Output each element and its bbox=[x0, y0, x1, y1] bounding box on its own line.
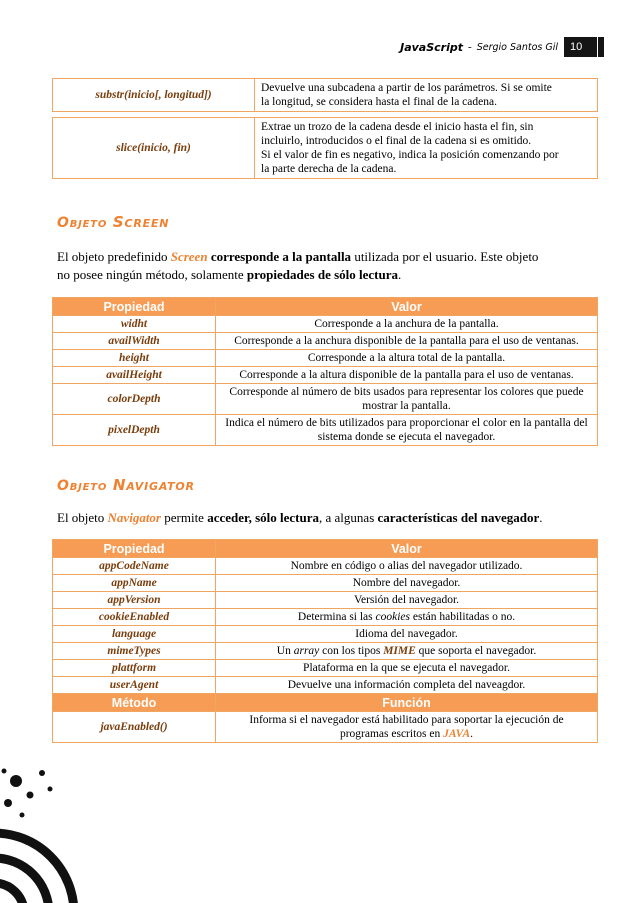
text: programas escritos en bbox=[339, 728, 444, 740]
property-name: cookieEnabled bbox=[53, 609, 216, 626]
text: con los tipos bbox=[319, 645, 384, 657]
method-name: javaEnabled() bbox=[53, 712, 216, 743]
bold-text: acceder, sólo lectura bbox=[207, 510, 320, 525]
emphasis: cookies bbox=[375, 611, 410, 623]
property-value bbox=[216, 643, 598, 660]
property-name: widht bbox=[53, 316, 216, 333]
page-number-text: 10 bbox=[570, 41, 583, 53]
table-row bbox=[53, 592, 598, 609]
property-value: Indica el número de bits utilizados para proporcionar el color en la pantalla del sistema donde se ejecuta el navegador. bbox=[216, 415, 598, 446]
author-name: Sergio Santos Gil bbox=[476, 41, 558, 53]
property-name: appVersion bbox=[53, 592, 216, 609]
property-value bbox=[216, 609, 598, 626]
screen-paragraph bbox=[57, 248, 597, 284]
table-header-row bbox=[53, 540, 598, 558]
text: . bbox=[470, 728, 474, 740]
table-row bbox=[53, 643, 598, 660]
bold-text: características del navegador bbox=[377, 510, 540, 525]
string-methods-table bbox=[52, 78, 598, 179]
bold-text: corresponde a la pantalla bbox=[207, 249, 352, 264]
object-name: Screen bbox=[170, 249, 208, 264]
method-description bbox=[216, 712, 598, 743]
desc-line: Extrae un trozo de la cadena desde el inicio hasta el fin, sin bbox=[261, 121, 534, 133]
heading-word: Objeto bbox=[57, 478, 108, 494]
table-header-row bbox=[53, 298, 598, 316]
property-value: Corresponde a la altura total de la pantalla. bbox=[216, 350, 598, 367]
table-row bbox=[53, 333, 598, 350]
method-name: slice(inicio, fin) bbox=[53, 118, 255, 179]
table-row bbox=[53, 384, 598, 415]
emphasis: array bbox=[293, 645, 320, 657]
navigator-properties-table bbox=[52, 539, 598, 743]
text: Informa si el navegador está habilitado para soportar la ejecución de bbox=[249, 714, 564, 726]
table-row bbox=[53, 350, 598, 367]
text: , a algunas bbox=[319, 510, 378, 525]
emphasis: JAVA bbox=[443, 728, 471, 740]
screen-heading bbox=[57, 213, 169, 231]
col-header-property: Propiedad bbox=[53, 298, 216, 316]
navigator-heading bbox=[57, 476, 195, 494]
property-name: userAgent bbox=[53, 677, 216, 694]
property-name: availWidth bbox=[53, 333, 216, 350]
decorative-rings-graphic bbox=[0, 763, 100, 903]
property-value: Corresponde a la anchura de la pantalla. bbox=[216, 316, 598, 333]
property-name: pixelDepth bbox=[53, 415, 216, 446]
object-name: Navigator bbox=[107, 510, 161, 525]
desc-line: la parte derecha de la cadena. bbox=[261, 163, 397, 175]
text: están habilitadas o no. bbox=[410, 611, 516, 623]
table-row bbox=[53, 609, 598, 626]
table-row bbox=[53, 367, 598, 384]
text: que soporta el navegador. bbox=[415, 645, 537, 657]
table-row bbox=[53, 575, 598, 592]
page-header bbox=[400, 36, 604, 58]
property-value: Idioma del navegador. bbox=[216, 626, 598, 643]
text: permite bbox=[161, 510, 208, 525]
property-value: Nombre del navegador. bbox=[216, 575, 598, 592]
page-number bbox=[564, 37, 604, 57]
text: . bbox=[539, 510, 543, 525]
method-name: substr(inicio[, longitud]) bbox=[53, 79, 255, 112]
property-value: Nombre en código o alias del navegador utilizado. bbox=[216, 558, 598, 575]
text: utilizada por el usuario. Este objeto bbox=[351, 249, 539, 264]
text: . bbox=[398, 267, 402, 282]
table-row bbox=[53, 118, 598, 179]
brand-title: JavaScript bbox=[400, 40, 464, 54]
heading-word: Objeto bbox=[57, 215, 108, 231]
table-row bbox=[53, 415, 598, 446]
text: no posee ningún método, solamente bbox=[57, 267, 247, 282]
desc-line: la longitud, se considera hasta el final de la cadena. bbox=[261, 96, 497, 108]
header-separator: - bbox=[468, 41, 472, 53]
bold-text: propiedades de sólo lectura bbox=[246, 267, 398, 282]
desc-line: incluirlo, introducidos o el final de la cadena si es omitido. bbox=[261, 135, 532, 147]
property-value: Corresponde a la altura disponible de la pantalla para el uso de ventanas. bbox=[216, 367, 598, 384]
col-header-function: Función bbox=[216, 694, 598, 712]
table-row bbox=[53, 660, 598, 677]
property-name: mimeTypes bbox=[53, 643, 216, 660]
text: Un bbox=[276, 645, 294, 657]
table-row bbox=[53, 79, 598, 112]
property-name: language bbox=[53, 626, 216, 643]
col-header-value: Valor bbox=[216, 540, 598, 558]
table-row bbox=[53, 316, 598, 333]
property-name: availHeight bbox=[53, 367, 216, 384]
property-value: Devuelve una información completa del naveagdor. bbox=[216, 677, 598, 694]
table-row bbox=[53, 558, 598, 575]
col-header-method: Método bbox=[53, 694, 216, 712]
screen-properties-table bbox=[52, 297, 598, 446]
property-value: Corresponde al número de bits usados para representar los colores que puede mostrar la pantalla. bbox=[216, 384, 598, 415]
property-value: Versión del navegador. bbox=[216, 592, 598, 609]
text: El objeto bbox=[57, 510, 108, 525]
text: Determina si las bbox=[297, 611, 376, 623]
table-row bbox=[53, 626, 598, 643]
method-description bbox=[255, 79, 598, 112]
desc-line: Devuelve una subcadena a partir de los parámetros. Si se omite bbox=[261, 82, 552, 94]
property-name: height bbox=[53, 350, 216, 367]
table-row bbox=[53, 712, 598, 743]
col-header-value: Valor bbox=[216, 298, 598, 316]
property-name: appCodeName bbox=[53, 558, 216, 575]
table-header-row bbox=[53, 694, 598, 712]
navigator-paragraph bbox=[57, 509, 597, 527]
property-value: Corresponde a la anchura disponible de la pantalla para el uso de ventanas. bbox=[216, 333, 598, 350]
property-value: Plataforma en la que se ejecuta el navegador. bbox=[216, 660, 598, 677]
col-header-property: Propiedad bbox=[53, 540, 216, 558]
heading-object: Screen bbox=[112, 213, 170, 231]
method-description bbox=[255, 118, 598, 179]
property-name: appName bbox=[53, 575, 216, 592]
emphasis-bold: MIME bbox=[383, 645, 416, 657]
property-name: plattform bbox=[53, 660, 216, 677]
desc-line: Si el valor de fin es negativo, indica la posición comenzando por bbox=[261, 149, 559, 161]
text: El objeto predefinido bbox=[57, 249, 171, 264]
table-row bbox=[53, 677, 598, 694]
heading-object: Navigator bbox=[112, 476, 195, 494]
property-name: colorDepth bbox=[53, 384, 216, 415]
